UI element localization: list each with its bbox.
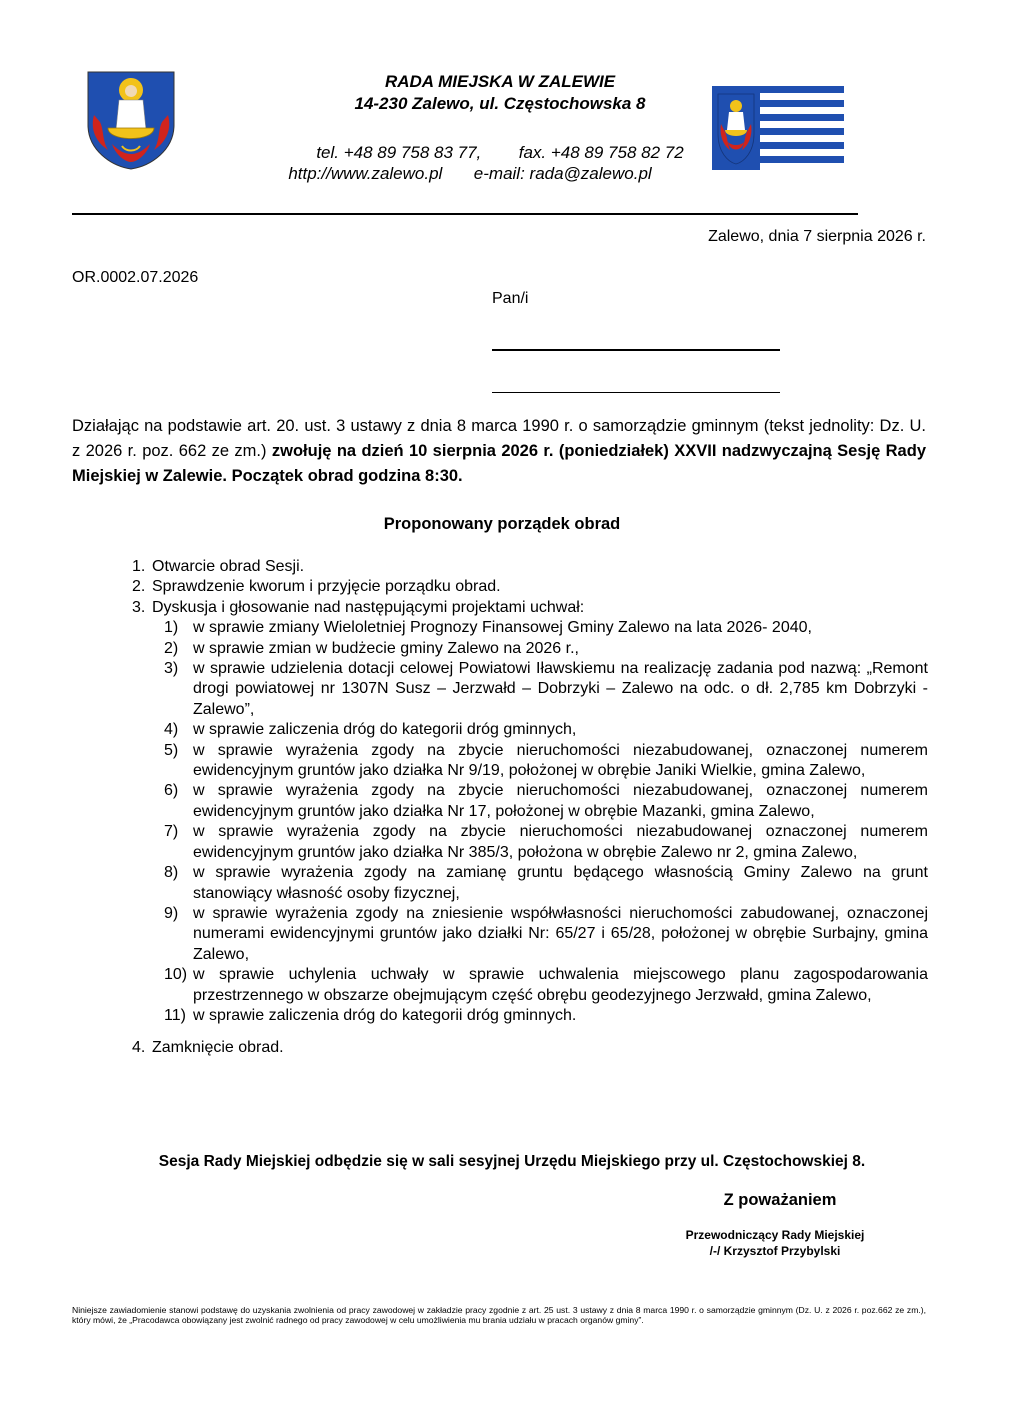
reference-number: OR.0002.07.2026 (72, 269, 199, 286)
agenda-list (132, 557, 928, 1059)
resolution-item: 9) w sprawie wyrażenia zgody na zniesienie współwłasności nieruchomości zabudowanej, oznaczonej numerami ewidencyjnymi gruntów jako działki Nr: 65/27 i 65/28, położonej w obrębie Surbajny, gmina Zalewo, (164, 904, 928, 963)
intro-text: Działając na podstawie art. 20. ust. 3 ustawy z dnia 8 marca 1990 r. o samorządzie gminnym (tekst jednolity: Dz. U. z 2026 r. poz. 662 ze zm.) (72, 417, 926, 460)
fax-number: fax. +48 89 758 82 72 (518, 143, 684, 162)
addressee-line (492, 349, 780, 351)
agenda-item: 3. Dyskusja i głosowanie nad następującymi projektami uchwał: (132, 598, 585, 616)
resolution-item: 3) w sprawie udzielenia dotacji celowej Powiatowi Iławskiemu na realizację zadania pod nazwą: „Remont drogi powiatowej nr 1307N Susz – Jerzwałd – Dobrzyki – Zalewo na odc. o dł. 2,785 km Dobrzyki - Zalewo”, (164, 660, 928, 718)
addressee-line (492, 392, 780, 393)
resolution-item: 1) w sprawie zmiany Wieloletniej Prognozy Finansowej Gminy Zalewo na lata 2026- 2040, (164, 619, 812, 637)
phone-number: tel. +48 89 758 83 77, (316, 143, 482, 162)
email-link[interactable]: e-mail: rada@zalewo.pl (473, 164, 652, 183)
closing-regards: Z poważaniem (723, 1191, 837, 1209)
legal-footnote: Niniejsze zawiadomienie stanowi podstawę do uzyskania zwolnienia od pracy zawodowej w zakładzie pracy zgodnie z art. 25 ust. 3 ustawy z dnia 8 marca 1990 r. o samorządzie gminnym (Dz. U. z 2026 r. poz.662 ze zm.), który mówi, że „Pracodawca obowiązany jest zwolnić radnego od pracy zawodowej w celu umożliwienia mu brania udziału w pracach organów gminy”. (72, 1305, 926, 1326)
resolution-item: 5) w sprawie wyrażenia zgody na zbycie nieruchomości niezabudowanej, oznaczonej numerem ewidencyjnym gruntów jako działka Nr 9/19, położonej w obrębie Janiki Wielkie, gmina Zalewo, (164, 741, 928, 780)
website-link[interactable]: http://www.zalewo.pl (288, 164, 443, 183)
contact-phone-fax (270, 143, 730, 163)
header-divider (72, 213, 858, 215)
resolution-item: 7) w sprawie wyrażenia zgody na zbycie nieruchomości niezabudowanej oznaczonej numerem ewidencyjnym gruntów jako działka Nr 385/3, położona w obrębie Zalewo nr 2, gmina Zalewo, (164, 823, 928, 861)
signatory-name: /-/ Krzysztof Przybylski (709, 1244, 841, 1258)
document-date: Zalewo, dnia 7 sierpnia 2026 r. (708, 228, 926, 245)
intro-paragraph (72, 414, 926, 489)
intro-convocation: zwołuję na dzień 10 sierpnia 2026 r. (poniedziałek) XXVII nadzwyczajną Sesję Rady Miejskiej w Zalewie. Początek obrad godzina 8:30. (72, 442, 926, 485)
resolution-item: 10) w sprawie uchylenia uchwały w sprawie uchwalenia miejscowego planu zagospodarowania przestrzennego w obszarze obejmującym część obrębu geodezyjnego Jerzwałd, gmina Zalewo, (164, 966, 928, 1004)
signatory-role: Przewodniczący Rady Miejskiej (685, 1228, 865, 1242)
resolution-item: 6) w sprawie wyrażenia zgody na zbycie nieruchomości niezabudowanej, oznaczonej numerem ewidencyjnym gruntów jako działka Nr 17, położonej w obrębie Mazanki, gmina Zalewo, (164, 782, 928, 820)
agenda-item: 4. Zamknięcie obrad. (132, 1039, 284, 1057)
resolution-item: 4) w sprawie zaliczenia dróg do kategorii dróg gminnych, (164, 721, 577, 739)
municipal-flag-emblem (712, 86, 844, 170)
coat-of-arms-emblem (86, 70, 176, 170)
resolution-item: 2) w sprawie zmian w budżecie gminy Zalewo na 2026 r., (164, 639, 579, 657)
agenda-item: 1. Otwarcie obrad Sesji. (132, 558, 305, 575)
agenda-title: Proponowany porządek obrad (383, 515, 621, 533)
council-name: RADA MIEJSKA W ZALEWIE (384, 72, 616, 91)
addressee-label: Pan/i (492, 290, 529, 307)
resolution-item: 11) w sprawie zaliczenia dróg do kategorii dróg gminnych. (164, 1006, 577, 1024)
council-address: 14-230 Zalewo, ul. Częstochowska 8 (354, 94, 646, 113)
contact-web-email (230, 164, 710, 184)
session-location: Sesja Rady Miejskiej odbędzie się w sali sesyjnej Urzędu Miejskiego przy ul. Częstochowskiej 8. (158, 1153, 866, 1170)
resolution-list (164, 618, 928, 1026)
resolution-item: 8) w sprawie wyrażenia zgody na zamianę gruntu będącego własnością Gminy Zalewo na grunt stanowiący własność osoby fizycznej, (164, 864, 928, 902)
agenda-item: 2. Sprawdzenie kworum i przyjęcie porządku obrad. (132, 578, 501, 596)
